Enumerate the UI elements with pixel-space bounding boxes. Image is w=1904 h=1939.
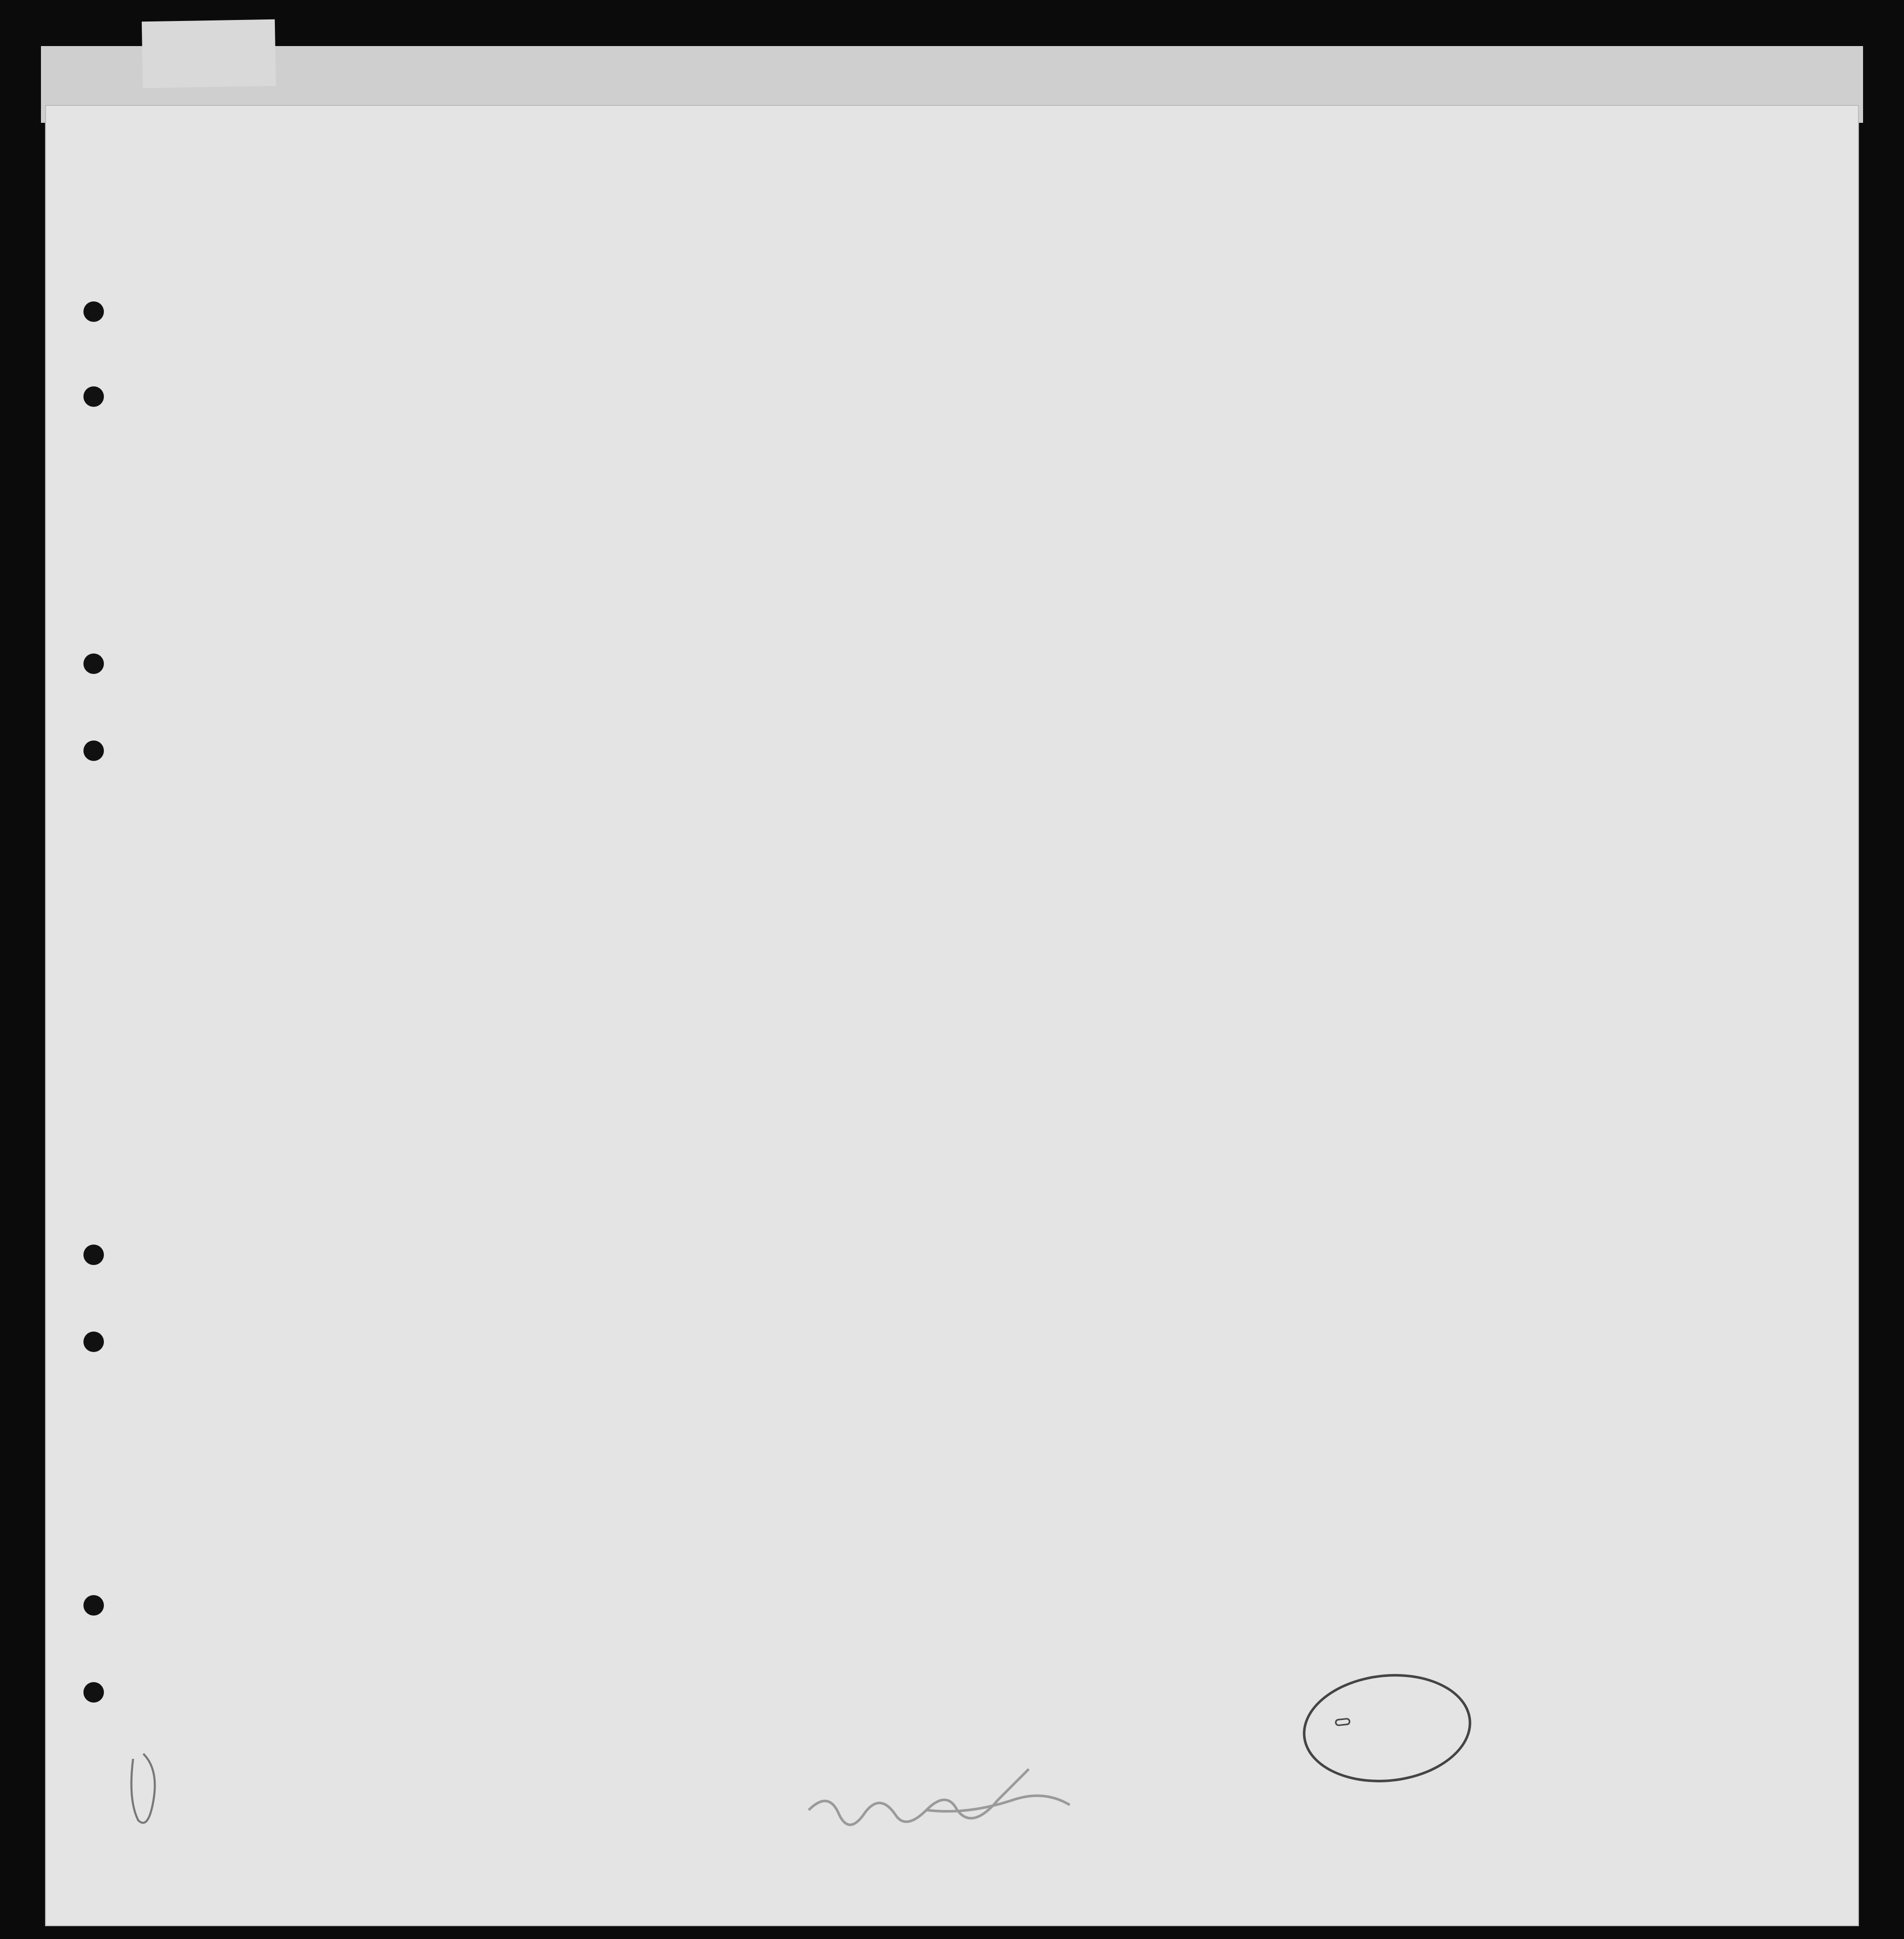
stamp-date bbox=[1335, 1717, 1351, 1726]
form-tab bbox=[142, 19, 276, 89]
manifest-sheet bbox=[45, 105, 1859, 1926]
table-grid bbox=[46, 106, 1858, 1925]
